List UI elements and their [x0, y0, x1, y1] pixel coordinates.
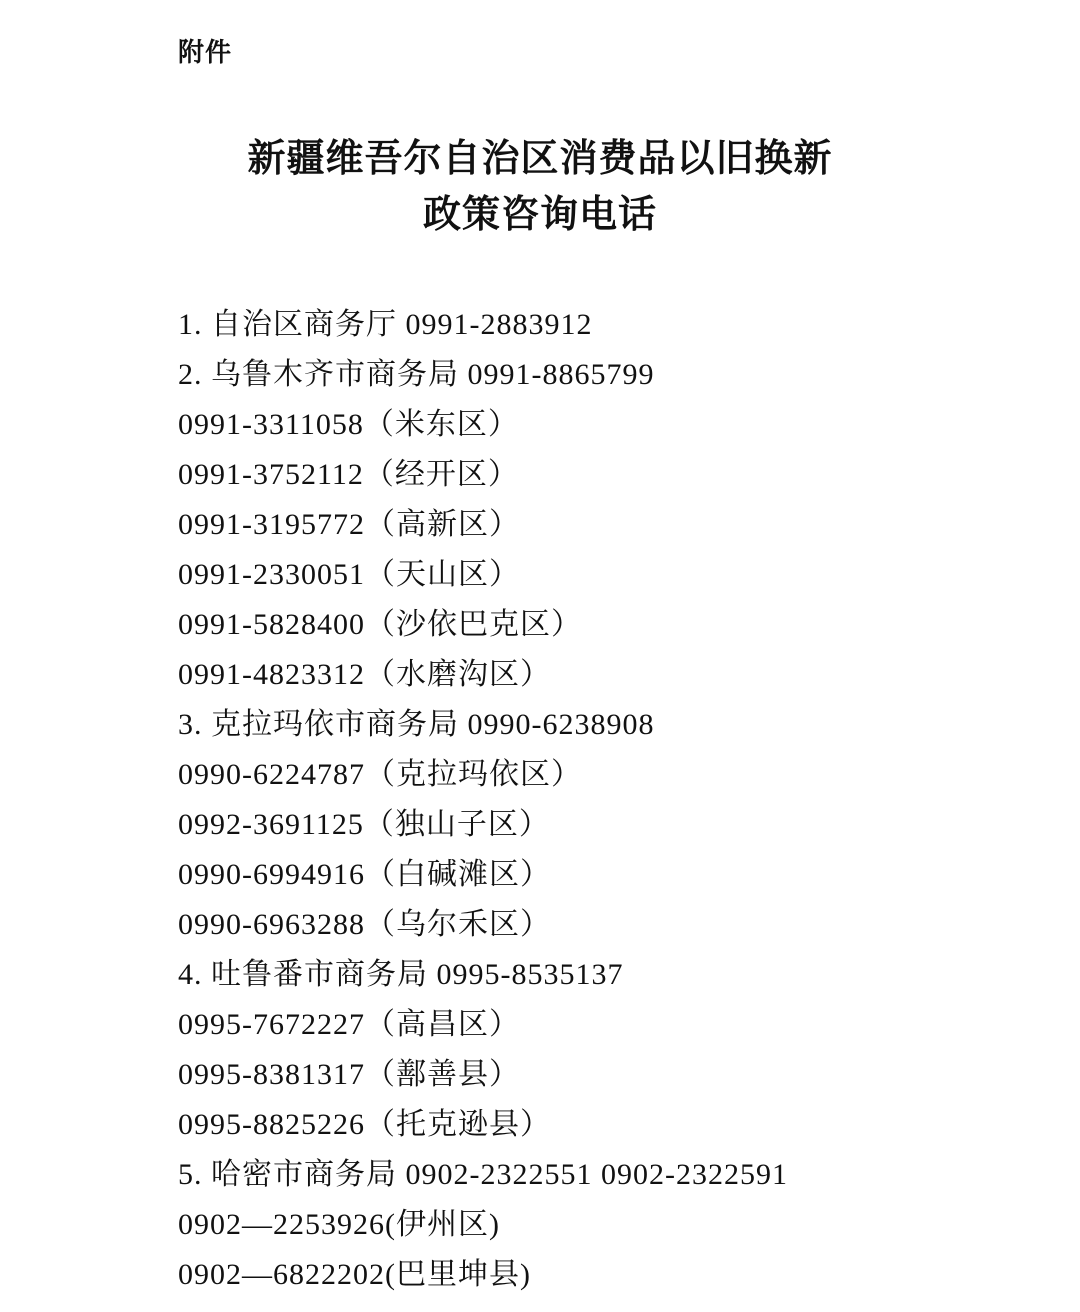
- list-item: 1. 自治区商务厅 0991-2883912: [178, 308, 593, 341]
- list-item: 0992-3691125（独山子区）: [178, 808, 550, 841]
- list-item: 0991-3195772（高新区）: [178, 508, 520, 541]
- list-item: 3. 克拉玛依市商务局 0990-6238908: [178, 708, 655, 741]
- list-item: 0991-5828400（沙依巴克区）: [178, 608, 582, 641]
- list-item: 0902—6822202(巴里坤县): [178, 1258, 531, 1291]
- document-title: [0, 130, 1080, 242]
- list-item: 0990-6224787（克拉玛依区）: [178, 758, 582, 791]
- list-item: 0995-7672227（高昌区）: [178, 1008, 520, 1041]
- list-item: 0991-3752112（经开区）: [178, 458, 519, 491]
- title-line-2: 政策咨询电话: [422, 192, 657, 236]
- title-line-1: 新疆维吾尔自治区消费品以旧换新: [247, 136, 833, 180]
- hotline-list: [178, 300, 1038, 1300]
- list-item: 0995-8825226（托克逊县）: [178, 1108, 551, 1141]
- list-item: 2. 乌鲁木齐市商务局 0991-8865799: [178, 358, 655, 391]
- list-item: 4. 吐鲁番市商务局 0995-8535137: [178, 958, 624, 991]
- list-item: 0991-3311058（米东区）: [178, 408, 519, 441]
- list-item: 0995-8381317（鄯善县）: [178, 1058, 520, 1091]
- list-item: 0990-6994916（白碱滩区）: [178, 858, 551, 891]
- attachment-label: 附件: [178, 38, 233, 68]
- list-item: 0902—2253926(伊州区): [178, 1208, 500, 1241]
- list-item: 0990-6963288（乌尔禾区）: [178, 908, 551, 941]
- list-item: 5. 哈密市商务局 0902-2322551 0902-2322591: [178, 1158, 788, 1191]
- list-item: 0991-4823312（水磨沟区）: [178, 658, 551, 691]
- list-item: 0991-2330051（天山区）: [178, 558, 520, 591]
